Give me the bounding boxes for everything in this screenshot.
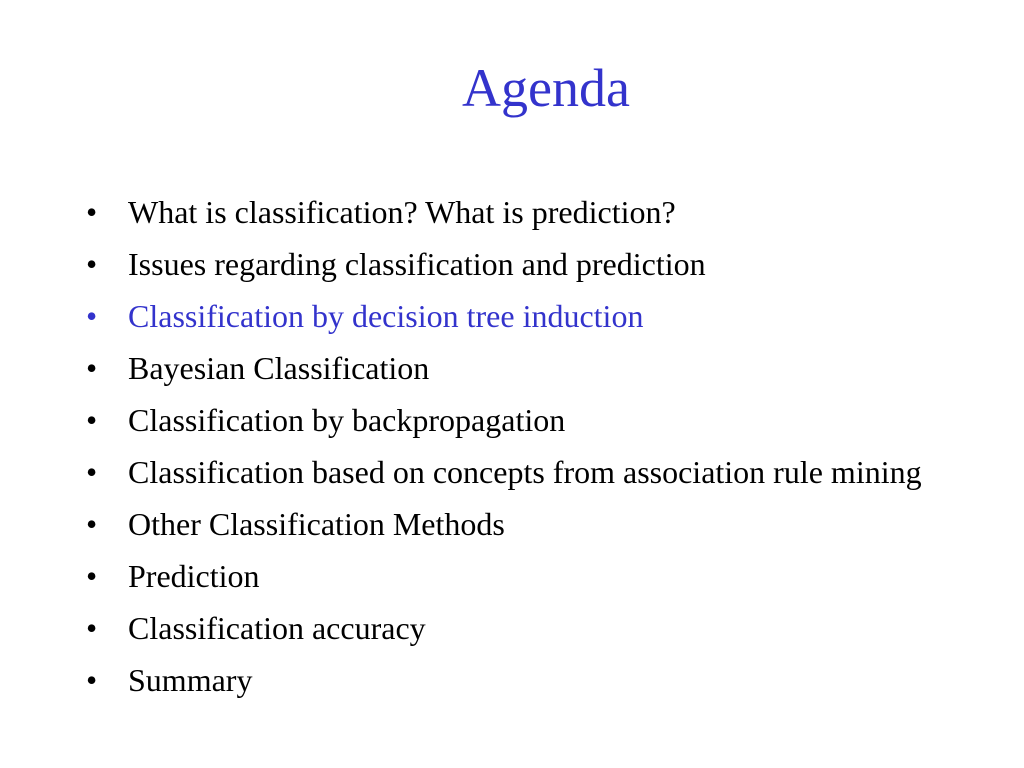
agenda-item-text: Issues regarding classification and prediction <box>128 246 706 282</box>
bullet-icon: • <box>86 610 98 646</box>
agenda-item <box>84 502 944 546</box>
agenda-item <box>84 450 944 494</box>
agenda-item-text: Classification accuracy <box>128 610 426 646</box>
agenda-item <box>84 190 944 234</box>
bullet-icon: • <box>86 298 98 334</box>
bullet-icon: • <box>86 558 98 594</box>
agenda-item <box>84 346 944 390</box>
bullet-icon: • <box>86 246 98 282</box>
agenda-item-text: Classification by backpropagation <box>128 402 566 438</box>
agenda-item-text: Classification by decision tree induction <box>128 298 644 334</box>
agenda-item-text: Bayesian Classification <box>128 350 430 386</box>
bullet-icon: • <box>86 506 98 542</box>
agenda-item <box>84 554 944 598</box>
agenda-item <box>84 658 944 702</box>
agenda-item-current <box>84 294 944 338</box>
bullet-icon: • <box>86 194 98 230</box>
agenda-item-text: Classification based on concepts from association rule mining <box>128 454 922 490</box>
bullet-icon: • <box>86 454 98 490</box>
agenda-item <box>84 606 944 650</box>
slide-title: Agenda <box>462 58 630 118</box>
agenda-item-text: Other Classification Methods <box>128 506 505 542</box>
agenda-item <box>84 398 944 442</box>
bullet-icon: • <box>86 350 98 386</box>
bullet-icon: • <box>86 402 98 438</box>
agenda-item-text: Prediction <box>128 558 260 594</box>
agenda-item-text: Summary <box>128 662 253 698</box>
agenda-list <box>84 190 944 710</box>
agenda-item <box>84 242 944 286</box>
agenda-item-text: What is classification? What is prediction? <box>128 194 676 230</box>
bullet-icon: • <box>86 662 98 698</box>
